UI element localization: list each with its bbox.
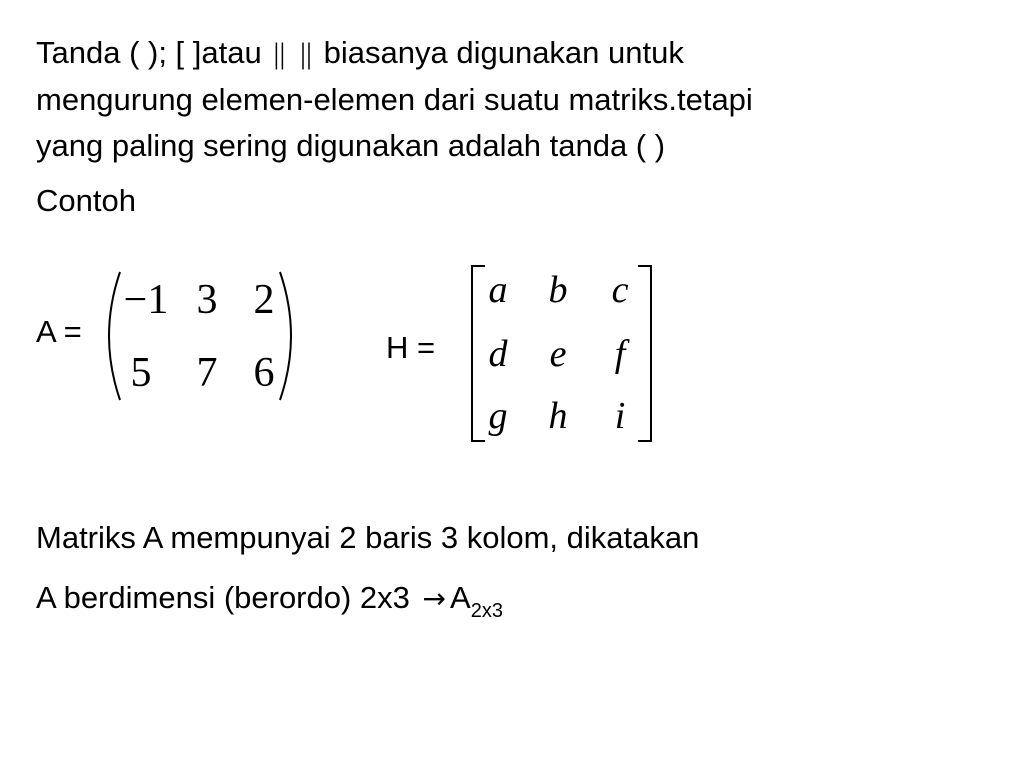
dimension-line-2 bbox=[36, 575, 503, 634]
matrix-h-left-bracket bbox=[472, 266, 485, 441]
matrix-a-cell-1-3: 2 bbox=[253, 277, 275, 323]
matrix-h-cell-2-3: f bbox=[614, 333, 626, 375]
matrix-h-cell-3-3: i bbox=[614, 395, 626, 437]
dimension-line-1: Matriks A mempunyai 2 baris 3 kolom, dikatakan bbox=[36, 520, 700, 555]
matrix-h-cell-1-1: a bbox=[488, 269, 508, 311]
matrix-h-cell-2-2: e bbox=[549, 333, 567, 375]
right-arrow-icon: → bbox=[422, 582, 447, 615]
matrix-h-cell-1-3: c bbox=[611, 269, 629, 311]
intro-text-part2: biasanya digunakan untuk bbox=[323, 35, 684, 70]
matrix-a-cell-2-1: 5 bbox=[130, 350, 152, 396]
dimension-text: A berdimensi (berordo) 2x3 bbox=[36, 580, 410, 615]
matrix-a-cell-2-2: 7 bbox=[196, 350, 218, 396]
matrix-a-cell-2-3: 6 bbox=[253, 350, 275, 396]
matrix-h-right-bracket bbox=[638, 266, 651, 441]
bar-close-symbol: || bbox=[300, 37, 313, 70]
intro-line-3: yang paling sering digunakan adalah tanda ( ) bbox=[36, 128, 666, 163]
matrix-h-label: H = bbox=[386, 330, 436, 365]
bar-open-symbol: || bbox=[273, 37, 286, 70]
matrix-a-cell-1-1: −1 bbox=[123, 277, 169, 323]
example-heading: Contoh bbox=[36, 183, 136, 218]
matrix-h-cell-1-2: b bbox=[548, 269, 568, 311]
matrix-a-cell-1-2: 3 bbox=[196, 277, 218, 323]
intro-text-part1: Tanda ( ); [ ]atau bbox=[36, 35, 262, 70]
matrix-h-cell-2-1: d bbox=[488, 333, 508, 375]
intro-line-2: mengurung elemen-elemen dari suatu matriks.tetapi bbox=[36, 82, 753, 117]
result-base: A bbox=[450, 580, 471, 615]
matrix-h-cell-3-1: g bbox=[488, 395, 508, 437]
matrix-a-label: A = bbox=[36, 314, 82, 349]
matrix-h-cell-3-2: h bbox=[548, 395, 568, 437]
result-subscript: 2x3 bbox=[470, 600, 503, 622]
